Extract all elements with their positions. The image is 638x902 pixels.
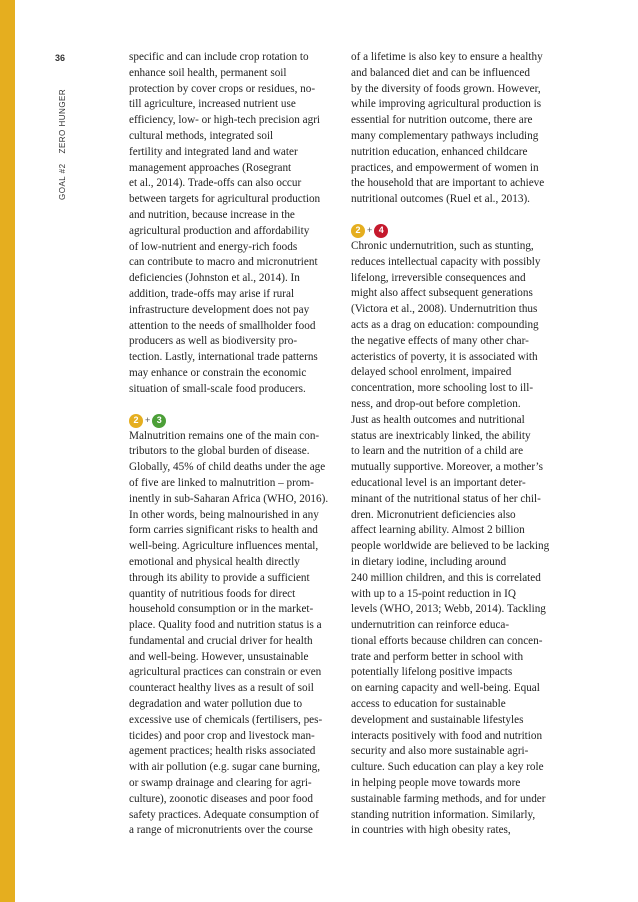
text-line: might also affect subsequent generations xyxy=(351,287,533,300)
text-line: undernutrition can reinforce educa- xyxy=(351,619,510,632)
right-column xyxy=(351,50,573,839)
text-line: nutrition education, enhanced childcare xyxy=(351,145,528,158)
text-line: deficiencies (Johnston et al., 2014). In xyxy=(129,272,300,285)
text-line: in dietary iodine, including around xyxy=(351,555,507,568)
text-line: delayed school enrolment, impaired xyxy=(351,366,512,379)
text-line: till agriculture, increased nutrient use xyxy=(129,98,296,111)
text-line: Globally, 45% of child deaths under the age xyxy=(129,461,326,474)
goal-interaction-marker-2-4 xyxy=(351,223,573,239)
text-line: agement practices; health risks associated xyxy=(129,745,316,758)
text-line: 240 million children, and this is correlated xyxy=(351,571,541,584)
text-line: potentially lifelong positive impacts xyxy=(351,666,513,679)
text-line: interacts positively with food and nutrition xyxy=(351,729,543,742)
text-line: development and sustainable lifestyles xyxy=(351,713,524,726)
text-line: affect learning ability. Almost 2 billion xyxy=(351,524,525,537)
goal-label: GOAL #2 xyxy=(58,163,67,200)
text-line: between targets for agricultural production xyxy=(129,193,321,206)
page-number: 36 xyxy=(55,53,66,63)
text-line: acteristics of poverty, it is associated with xyxy=(351,350,538,363)
text-line: and well-being. However, unsustainable xyxy=(129,650,309,663)
plus-sign: + xyxy=(145,414,151,425)
text-line: security and also more sustainable agri- xyxy=(351,745,529,758)
text-line: management approaches (Rosegrant xyxy=(129,161,292,174)
text-line: degradation and water pollution due to xyxy=(129,698,303,711)
text-line: through its ability to provide a sufficient xyxy=(129,571,310,584)
text-line: culture. Such education can play a key role xyxy=(351,761,544,774)
text-line: situation of small-scale food producers. xyxy=(129,382,306,395)
text-line: tional efforts because children can concen- xyxy=(351,634,543,647)
text-line: many complementary pathways including xyxy=(351,129,539,142)
goal-interaction-marker-2-3 xyxy=(129,413,347,429)
text-line: fundamental and crucial driver for health xyxy=(129,634,313,647)
text-line: well-being. Agriculture influences mental, xyxy=(129,540,319,553)
right-intro-paragraph xyxy=(351,50,573,208)
text-line: et al., 2014). Trade-offs can also occur xyxy=(129,177,302,190)
text-line: agricultural practices can constrain or even xyxy=(129,666,322,679)
text-line: safety practices. Adequate consumption of xyxy=(129,808,319,821)
text-line: quantity of nutritious foods for direct xyxy=(129,587,296,600)
text-line: tributors to the global burden of disease. xyxy=(129,445,310,458)
text-line: the household that are important to achieve xyxy=(351,177,545,190)
goal-color-bar xyxy=(0,0,15,902)
text-line: and nutrition, because increase in the xyxy=(129,208,295,221)
text-line: culture), zoonotic diseases and poor food xyxy=(129,792,313,805)
text-line: or swamp drainage and clearing for agri- xyxy=(129,777,312,790)
text-line: attention to the needs of smallholder food xyxy=(129,319,316,332)
text-line: trate and perform better in school with xyxy=(351,650,524,663)
text-line: with air pollution (e.g. sugar cane burning, xyxy=(129,761,321,774)
text-line: levels (WHO, 2013; Webb, 2014). Tackling xyxy=(351,603,546,616)
text-line: household consumption or in the market- xyxy=(129,603,314,616)
text-line: (Victora et al., 2008). Undernutrition thus xyxy=(351,303,538,316)
text-line: educational level is an important deter- xyxy=(351,476,526,489)
goal-3-badge: 3 xyxy=(152,414,166,428)
text-line: emotional and physical health directly xyxy=(129,555,300,568)
text-line: can contribute to macro and micronutrient xyxy=(129,256,318,269)
text-line: concentration, more schooling lost to ill- xyxy=(351,382,534,395)
text-line: on earning capacity and well-being. Equal xyxy=(351,682,540,695)
text-line: minant of the nutritional status of her chil- xyxy=(351,492,541,505)
text-line: with up to a 15-point reduction in IQ xyxy=(351,587,516,600)
text-line: of five are linked to malnutrition – prom- xyxy=(129,476,314,489)
text-line: by the diversity of foods grown. However, xyxy=(351,82,541,95)
text-line: acts as a drag on education: compounding xyxy=(351,318,539,331)
text-line: protection by cover crops or residues, no- xyxy=(129,82,316,95)
text-line: inently in sub-Saharan Africa (WHO, 2016). xyxy=(129,492,329,505)
text-line: fertility and integrated land and water xyxy=(129,145,298,158)
text-line: dren. Micronutrient deficiencies also xyxy=(351,508,516,521)
goal-2-badge: 2 xyxy=(351,224,365,238)
text-line: infrastructure development does not pay xyxy=(129,303,310,316)
text-line: specific and can include crop rotation to xyxy=(129,51,309,63)
text-line: in helping people move towards more xyxy=(351,777,521,790)
text-line: agricultural production and affordability xyxy=(129,224,310,237)
text-line: addition, trade-offs may arise if rural xyxy=(129,287,295,300)
text-line: essential for nutrition outcome, there are xyxy=(351,114,533,127)
text-line: Chronic undernutrition, such as stunting, xyxy=(351,239,534,252)
text-line: sustainable farming methods, and for under xyxy=(351,792,546,805)
text-line: cultural methods, integrated soil xyxy=(129,129,274,142)
text-line: the negative effects of many other char- xyxy=(351,334,529,347)
text-line: producers as well as biodiversity pro- xyxy=(129,335,298,348)
text-line: tection. Lastly, international trade patterns xyxy=(129,351,318,364)
text-line: standing nutrition information. Similarly, xyxy=(351,808,536,821)
text-line: Malnutrition remains one of the main con- xyxy=(129,429,320,442)
right-section-paragraph xyxy=(351,239,573,839)
plus-sign: + xyxy=(367,225,373,236)
text-line: lifelong, irreversible consequences and xyxy=(351,271,526,284)
text-line: access to education for sustainable xyxy=(351,698,506,711)
text-line: form carries significant risks to health and xyxy=(129,524,318,537)
goal-2-badge: 2 xyxy=(129,414,143,428)
text-line: enhance soil health, permanent soil xyxy=(129,66,287,79)
text-line: ticides) and poor crop and livestock man- xyxy=(129,729,315,742)
text-line: of a lifetime is also key to ensure a healthy xyxy=(351,51,543,63)
text-line: status are inextricably linked, the ability xyxy=(351,429,531,442)
left-column xyxy=(129,50,347,839)
text-line: place. Quality food and nutrition status is a xyxy=(129,619,322,632)
text-line: while improving agricultural production is xyxy=(351,98,542,111)
text-line: mutually supportive. Moreover, a mother’s xyxy=(351,461,543,474)
text-line: a range of micronutrients over the course xyxy=(129,824,313,837)
text-line: of low-nutrient and energy-rich foods xyxy=(129,240,298,253)
text-line: and balanced diet and can be influenced xyxy=(351,66,530,79)
text-line: practices, and empowerment of women in xyxy=(351,161,539,174)
text-line: reduces intellectual capacity with possibly xyxy=(351,255,541,268)
text-line: in countries with high obesity rates, xyxy=(351,824,511,837)
goal-4-badge: 4 xyxy=(374,224,388,238)
text-line: ness, and drop-out before completion. xyxy=(351,397,521,410)
goal-title: ZERO HUNGER xyxy=(58,88,67,154)
text-line: Just as health outcomes and nutritional xyxy=(351,413,525,426)
text-line: may enhance or constrain the economic xyxy=(129,366,307,379)
text-line: nutritional outcomes (Ruel et al., 2013). xyxy=(351,193,530,206)
running-head xyxy=(58,89,67,200)
left-section-paragraph xyxy=(129,429,347,840)
text-line: excessive use of chemicals (fertilisers, pes- xyxy=(129,713,323,726)
text-line: to learn and the nutrition of a child are xyxy=(351,445,524,458)
left-intro-paragraph xyxy=(129,50,347,398)
text-line: counteract healthy lives as a result of soil xyxy=(129,682,314,695)
text-line: In other words, being malnourished in any xyxy=(129,508,319,521)
text-line: efficiency, low- or high-tech precision agri xyxy=(129,114,321,127)
text-line: people worldwide are believed to be lacking xyxy=(351,540,550,553)
